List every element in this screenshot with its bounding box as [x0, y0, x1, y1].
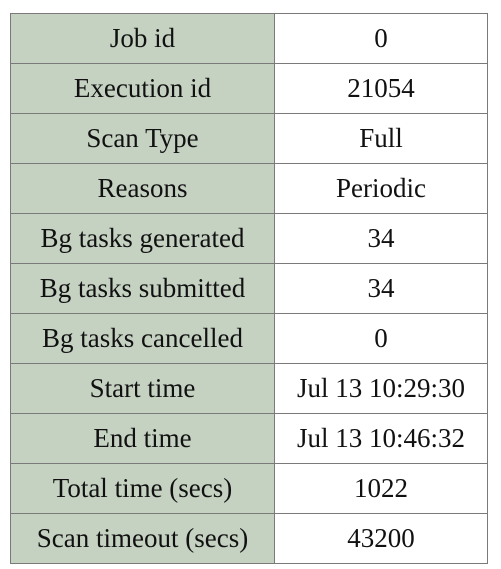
- table-row-scan-type: [11, 114, 488, 164]
- bg-tasks-generated-value: 34: [275, 214, 488, 264]
- scan-type-label: Scan Type: [11, 114, 275, 164]
- total-time-label: Total time (secs): [11, 464, 275, 514]
- table-row-bg-tasks-submitted: [11, 264, 488, 314]
- scan-details-panel: [10, 13, 488, 564]
- scan-type-value: Full: [275, 114, 488, 164]
- table-row-start-time: [11, 364, 488, 414]
- start-time-label: Start time: [11, 364, 275, 414]
- job-id-value: 0: [275, 14, 488, 64]
- reasons-value: Periodic: [275, 164, 488, 214]
- job-id-label: Job id: [11, 14, 275, 64]
- execution-id-value: 21054: [275, 64, 488, 114]
- execution-id-label: Execution id: [11, 64, 275, 114]
- reasons-label: Reasons: [11, 164, 275, 214]
- end-time-value: Jul 13 10:46:32: [275, 414, 488, 464]
- table-row-bg-tasks-cancelled: [11, 314, 488, 364]
- table-row-bg-tasks-generated: [11, 214, 488, 264]
- total-time-value: 1022: [275, 464, 488, 514]
- bg-tasks-submitted-value: 34: [275, 264, 488, 314]
- scan-timeout-label: Scan timeout (secs): [11, 514, 275, 564]
- scan-timeout-value: 43200: [275, 514, 488, 564]
- bg-tasks-generated-label: Bg tasks generated: [11, 214, 275, 264]
- bg-tasks-cancelled-label: Bg tasks cancelled: [11, 314, 275, 364]
- table-row-execution-id: [11, 64, 488, 114]
- end-time-label: End time: [11, 414, 275, 464]
- table-row-job-id: [11, 14, 488, 64]
- scan-details-table: [10, 13, 488, 564]
- start-time-value: Jul 13 10:29:30: [275, 364, 488, 414]
- bg-tasks-cancelled-value: 0: [275, 314, 488, 364]
- table-row-scan-timeout: [11, 514, 488, 564]
- table-row-end-time: [11, 414, 488, 464]
- bg-tasks-submitted-label: Bg tasks submitted: [11, 264, 275, 314]
- table-row-reasons: [11, 164, 488, 214]
- table-row-total-time: [11, 464, 488, 514]
